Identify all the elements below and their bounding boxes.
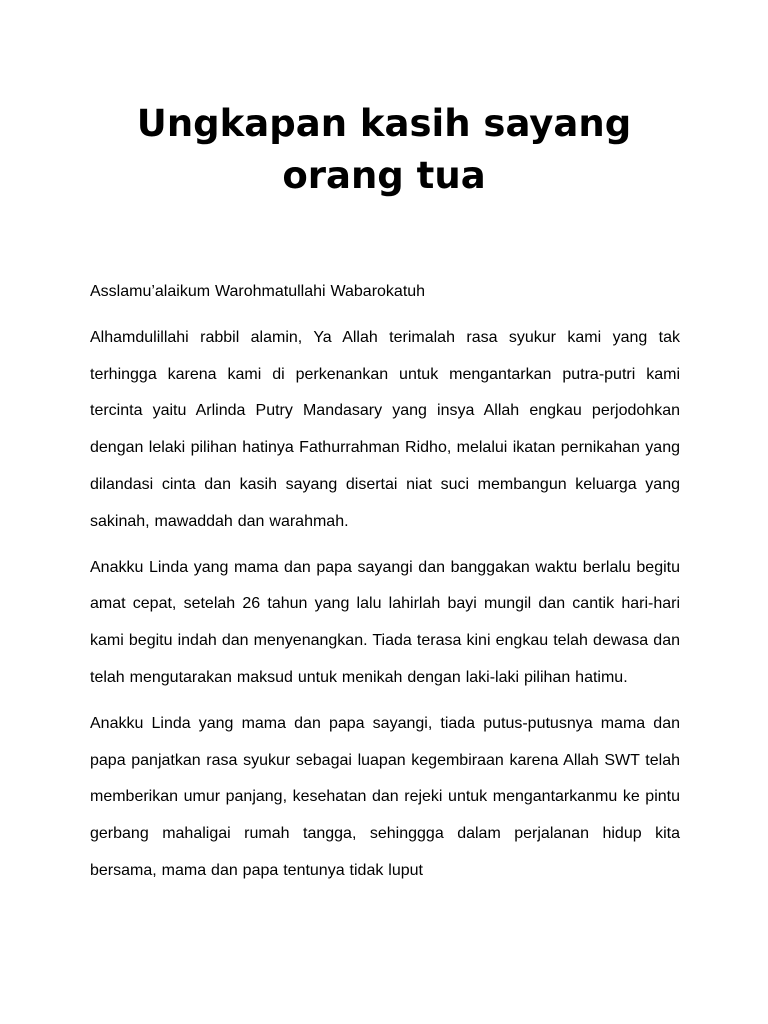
body-paragraph-1: Alhamdulillahi rabbil alamin, Ya Allah terimalah rasa syukur kami yang tak terhingga karena kami di perkenankan untuk mengantarkan putra-putri kami tercinta yaitu Arlinda Putry Mandasary yang insya Allah engkau perjodohkan dengan lelaki pilihan hatinya Fathurrahman Ridho, melalui ikatan pernikahan yang dilandasi cinta dan kasih sayang disertai niat suci membangun keluarga yang sakinah, mawaddah dan warahmah. (90, 328, 680, 530)
document-body (90, 274, 680, 899)
greeting-paragraph: Asslamu’alaikum Warohmatullahi Wabarokatuh (90, 283, 426, 300)
document-title (60, 98, 708, 202)
body-paragraph-2: Anakku Linda yang mama dan papa sayangi dan banggakan waktu berlalu begitu amat cepat, setelah 26 tahun yang lalu lahirlah bayi mungil dan cantik hari-hari kami begitu indah dan menyenangkan. Tiada terasa kini engkau telah dewasa dan telah mengutarakan maksud untuk menikah dengan laki-laki pilihan hatimu. (90, 558, 680, 686)
title-line-1: Ungkapan kasih sayang (136, 102, 632, 145)
title-line-2: orang tua (282, 154, 486, 197)
body-paragraph-3: Anakku Linda yang mama dan papa sayangi, tiada putus-putusnya mama dan papa panjatkan rasa syukur sebagai luapan kegembiraan karena Allah SWT telah memberikan umur panjang, kesehatan dan rejeki untuk mengantarkanmu ke pintu gerbang mahaligai rumah tangga, sehinggga dalam perjalanan hidup kita bersama, mama dan papa tentunya tidak luput (90, 714, 680, 879)
